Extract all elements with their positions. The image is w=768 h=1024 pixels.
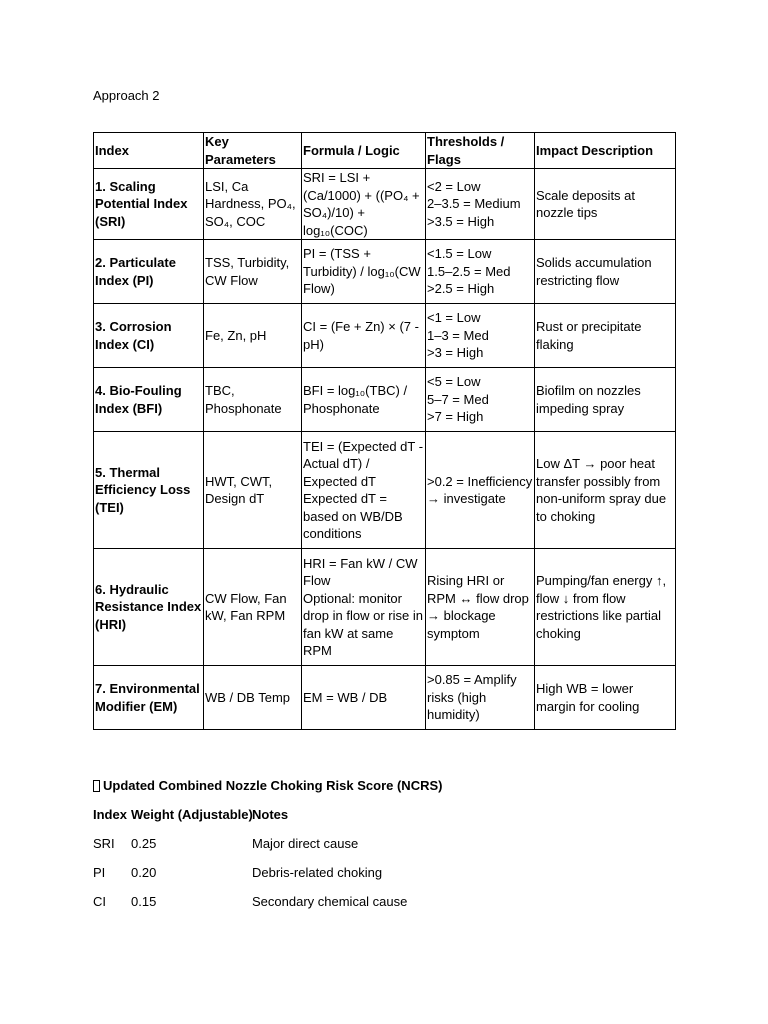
table-row [94,549,676,666]
weights-cell-notes: Secondary chemical cause [252,894,408,909]
table-row [94,304,676,368]
weights-cell-weight: 0.15 [131,894,157,909]
table-row [94,240,676,304]
cell-params: Fe, Zn, pH [204,304,302,368]
weights-cell-index: PI [93,865,106,880]
cell-impact: Low ΔT → poor heat transfer possibly from non-uniform spray due to choking [535,432,676,549]
weights-cell-index: SRI [93,836,115,851]
cell-impact: High WB = lower margin for cooling [535,666,676,730]
cell-thresholds: Rising HRI or RPM ↔ flow drop → blockage symptom [426,549,535,666]
cell-formula: EM = WB / DB [302,666,426,730]
ncrs-title-text: Updated Combined Nozzle Choking Risk Score (NCRS) [103,778,443,793]
cell-index: 2. Particulate Index (PI) [94,240,204,304]
cell-thresholds: <2 = Low 2–3.5 = Medium >3.5 = High [426,169,535,240]
column-header-thresholds: Thresholds / Flags [426,133,535,169]
cell-formula: PI = (TSS + Turbidity) / log₁₀(CW Flow) [302,240,426,304]
cell-index: 1. Scaling Potential Index (SRI) [94,169,204,240]
cell-formula: CI = (Fe + Zn) × (7 - pH) [302,304,426,368]
weights-header-notes: Notes [252,807,289,822]
cell-index: 4. Bio-Fouling Index (BFI) [94,368,204,432]
cell-impact: Biofilm on nozzles impeding spray [535,368,676,432]
weights-cell-weight: 0.25 [131,836,157,851]
column-header-key-parameters: Key Parameters [204,133,302,169]
column-header-impact: Impact Description [535,133,676,169]
cell-params: CW Flow, Fan kW, Fan RPM [204,549,302,666]
cell-index: 6. Hydraulic Resistance Index (HRI) [94,549,204,666]
cell-impact: Pumping/fan energy ↑, flow ↓ from flow restrictions like partial choking [535,549,676,666]
cell-params: TSS, Turbidity, CW Flow [204,240,302,304]
table-row [94,432,676,549]
weights-cell-notes: Debris-related choking [252,865,383,880]
cell-params: LSI, Ca Hardness, PO₄, SO₄, COC [204,169,302,240]
cell-formula: TEI = (Expected dT - Actual dT) / Expected dT Expected dT = based on WB/DB conditions [302,432,426,549]
table-row [94,368,676,432]
missing-glyph-box-icon [93,780,100,792]
cell-thresholds: >0.2 = Inefficiency → investigate [426,432,535,549]
cell-impact: Solids accumulation restricting flow [535,240,676,304]
weights-cell-weight: 0.20 [131,865,157,880]
cell-formula: SRI = LSI + (Ca/1000) + ((PO₄ + SO₄)/10) + log₁₀(COC) [302,169,426,240]
cell-index: 5. Thermal Efficiency Loss (TEI) [94,432,204,549]
cell-params: HWT, CWT, Design dT [204,432,302,549]
weights-header-index: Index [93,807,127,822]
cell-thresholds: <1 = Low 1–3 = Med >3 = High [426,304,535,368]
weights-cell-notes: Major direct cause [252,836,359,851]
ncrs-section-title [93,778,442,793]
cell-index: 3. Corrosion Index (CI) [94,304,204,368]
cell-thresholds: >0.85 = Amplify risks (high humidity) [426,666,535,730]
column-header-formula: Formula / Logic [302,133,426,169]
cell-formula: HRI = Fan kW / CW Flow Optional: monitor drop in flow or rise in fan kW at same RPM [302,549,426,666]
cell-index: 7. Environmental Modifier (EM) [94,666,204,730]
cell-impact: Rust or precipitate flaking [535,304,676,368]
cell-params: TBC, Phosphonate [204,368,302,432]
column-header-index: Index [94,133,204,169]
table-header-row [94,133,676,169]
index-table [93,132,676,730]
weights-cell-index: CI [93,894,106,909]
cell-thresholds: <5 = Low 5–7 = Med >7 = High [426,368,535,432]
cell-thresholds: <1.5 = Low 1.5–2.5 = Med >2.5 = High [426,240,535,304]
table-row [94,666,676,730]
cell-impact: Scale deposits at nozzle tips [535,169,676,240]
table-row [94,169,676,240]
page-heading: Approach 2 [93,88,160,103]
cell-formula: BFI = log₁₀(TBC) / Phosphonate [302,368,426,432]
cell-params: WB / DB Temp [204,666,302,730]
weights-header-weight: Weight (Adjustable) [131,807,253,822]
